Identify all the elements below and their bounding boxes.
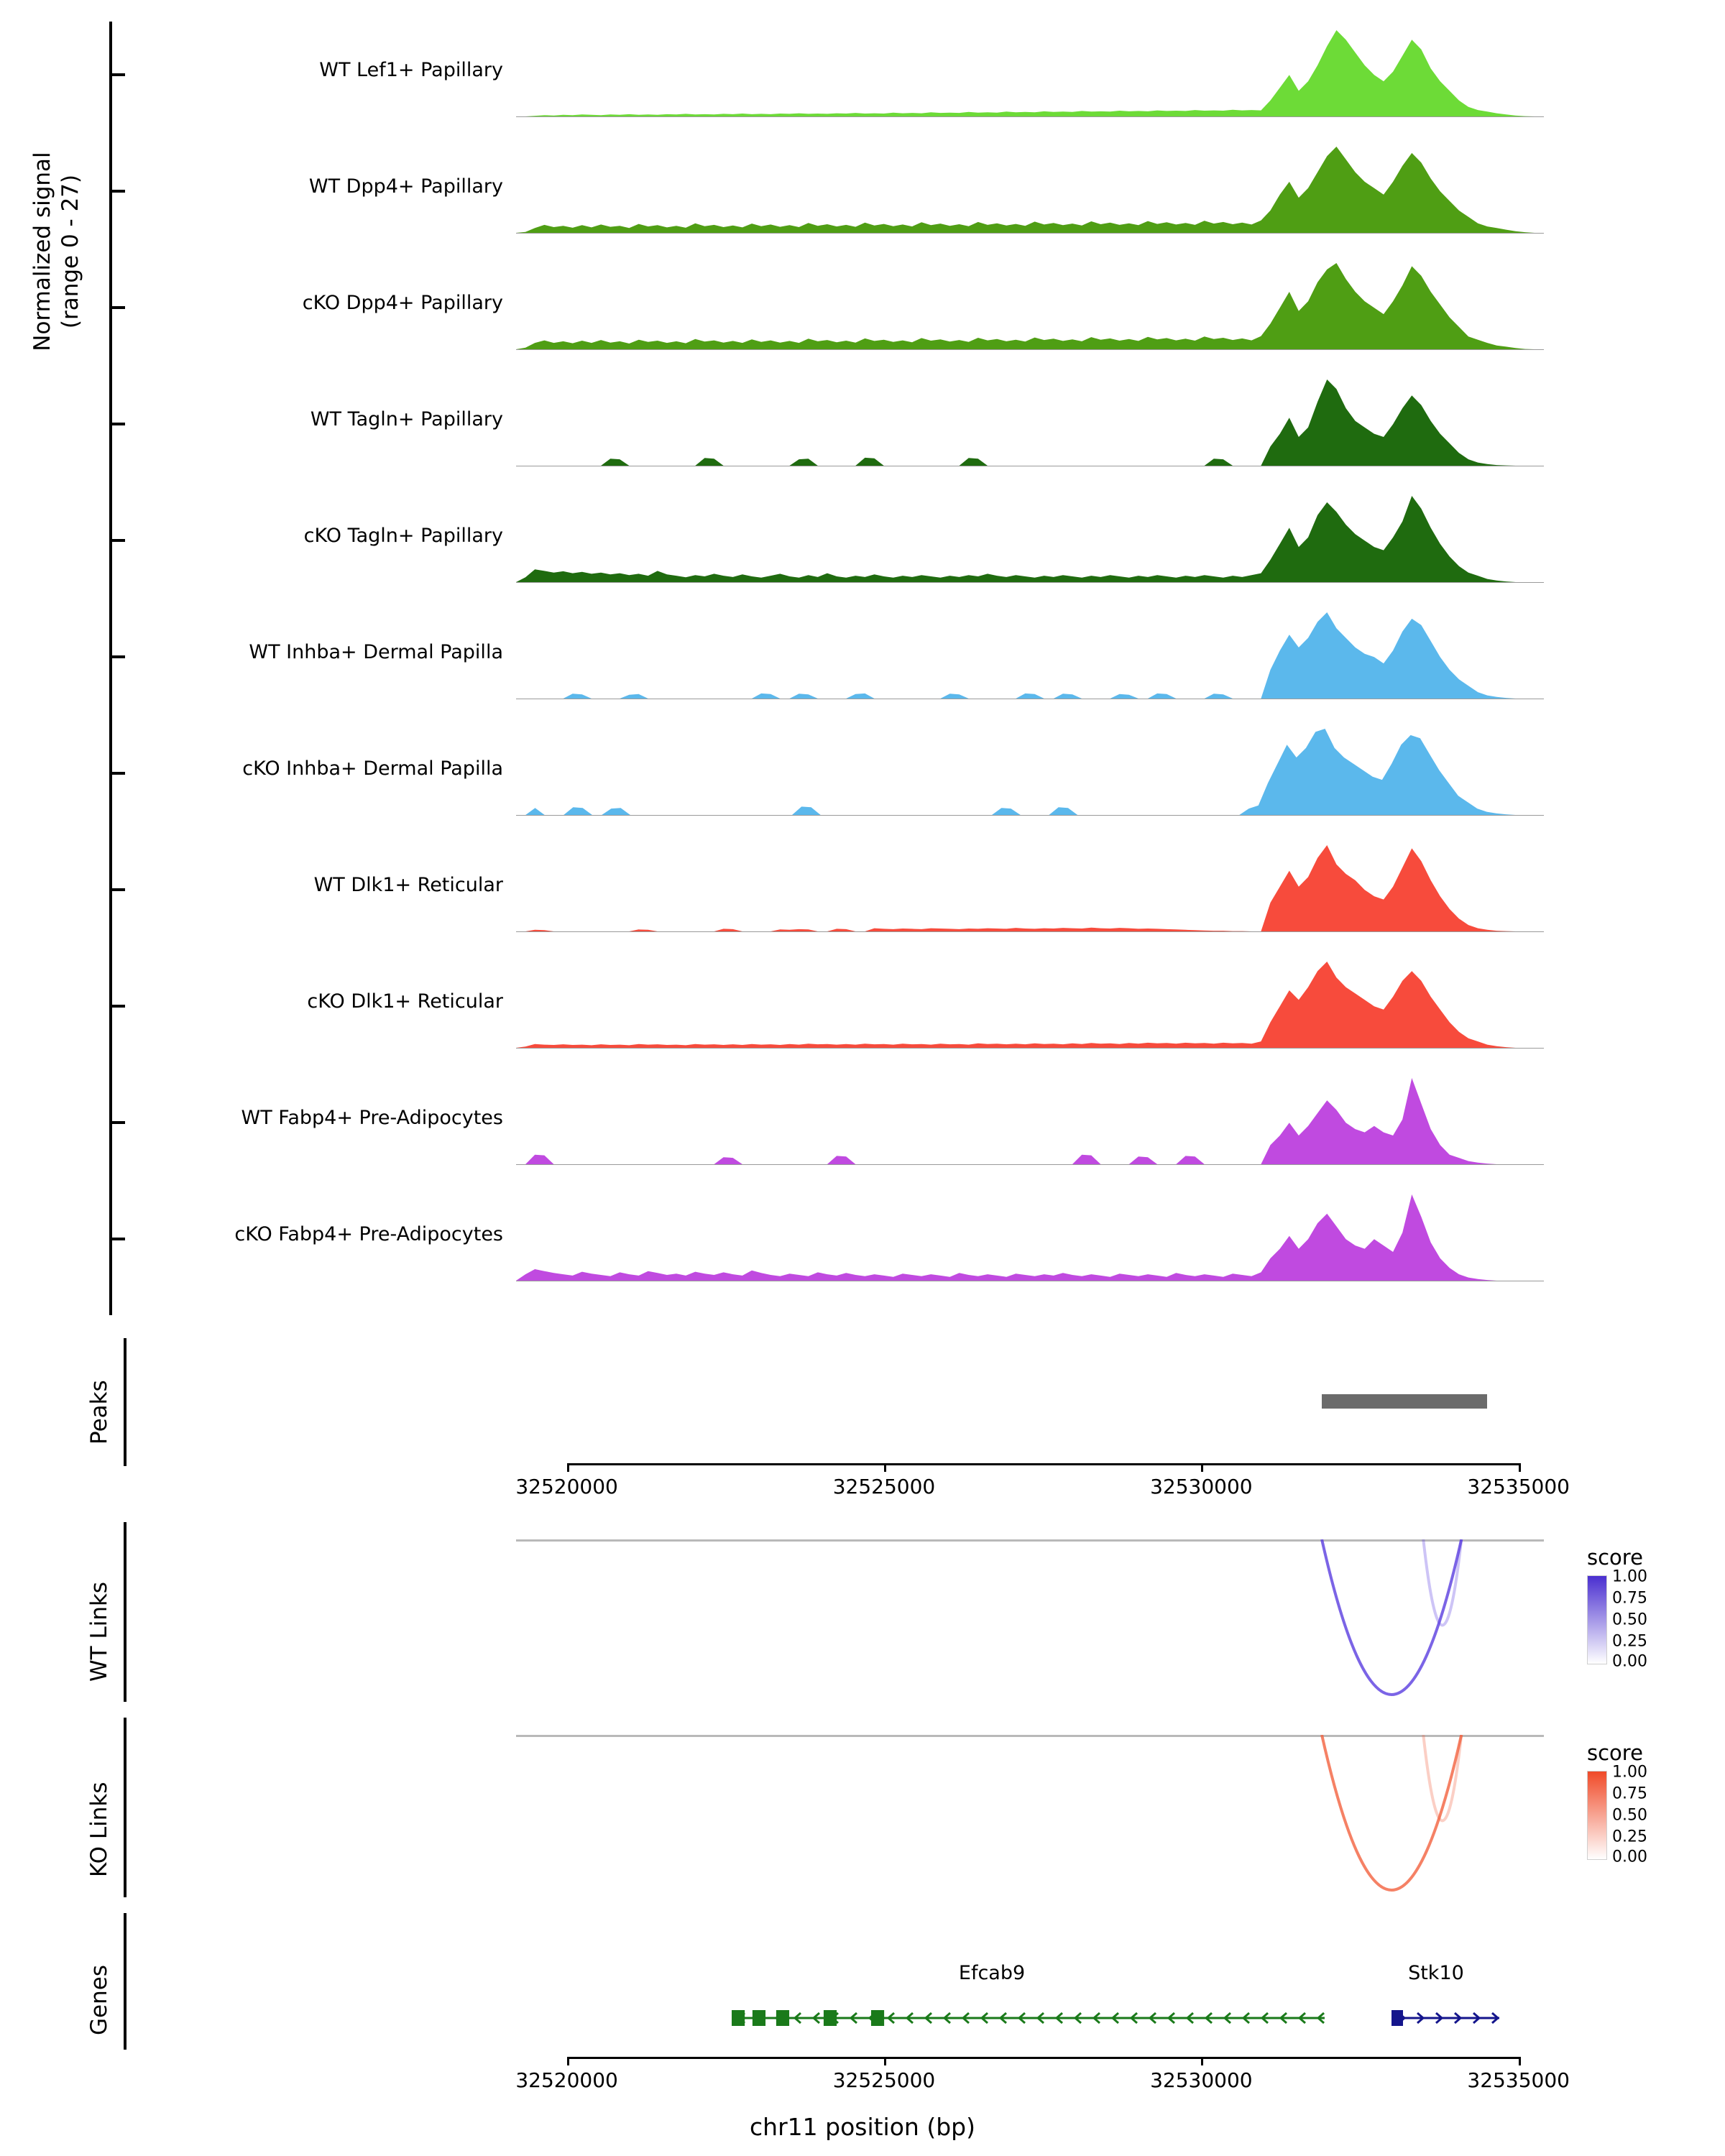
wt-links-axis-line	[124, 1522, 126, 1702]
track-label: WT Dpp4+ Papillary	[308, 175, 503, 198]
wt-legend-tick-2: 0.50	[1612, 1611, 1647, 1629]
signal-axis-tick	[109, 1005, 125, 1008]
x-axis-line	[567, 1463, 1519, 1465]
genes-axis-line	[124, 1913, 126, 2050]
peak-region	[1322, 1394, 1487, 1409]
x-axis-tick-label: 32520000	[515, 1475, 618, 1498]
wt-links-legend	[1587, 1545, 1677, 1671]
track-label: WT Inhba+ Dermal Papilla	[249, 641, 503, 663]
track-label: cKO Inhba+ Dermal Papilla	[242, 757, 503, 780]
x-axis-tick-label: 32525000	[832, 1475, 936, 1498]
signal-track-plot	[516, 379, 1544, 467]
signal-y-axis-label-line2: (range 0 - 27)	[57, 174, 83, 329]
signal-track-plot	[516, 962, 1544, 1049]
wt-links-legend-title: score	[1587, 1545, 1643, 1570]
wt-links-panel-label: WT Links	[86, 1581, 112, 1682]
x-axis-tick	[884, 1463, 886, 1472]
ko-links-panel-label: KO Links	[86, 1782, 112, 1877]
wt-links-plot	[516, 1539, 1544, 1702]
ko-legend-tick-4: 0.00	[1612, 1848, 1647, 1866]
gene-model	[732, 2004, 1325, 2032]
gene-model	[1392, 2004, 1499, 2032]
signal-track-plot	[516, 845, 1544, 933]
link-arc	[1322, 1735, 1461, 1890]
x-axis-tick-label: 32525000	[832, 2068, 936, 2092]
x-axis-tick	[1519, 2057, 1521, 2065]
signal-track-plot	[516, 263, 1544, 351]
track-label: WT Lef1+ Papillary	[319, 59, 503, 81]
x-axis-tick	[884, 2057, 886, 2065]
signal-axis-tick	[109, 655, 125, 658]
signal-axis-tick	[109, 190, 125, 193]
signal-track-plot	[516, 496, 1544, 584]
signal-track-plot	[516, 147, 1544, 234]
signal-axis-tick	[109, 772, 125, 775]
gene-name-label: Efcab9	[958, 1962, 1026, 1984]
ko-links-legend	[1587, 1741, 1677, 1866]
x-axis-tick	[1201, 2057, 1203, 2065]
signal-y-axis-label-line1: Normalized signal	[29, 152, 55, 351]
gene-name-label: Stk10	[1408, 1962, 1464, 1984]
wt-legend-tick-3: 0.25	[1612, 1632, 1647, 1651]
signal-track-plot	[516, 612, 1544, 700]
ko-legend-tick-0: 1.00	[1612, 1763, 1647, 1782]
signal-axis-tick	[109, 539, 125, 542]
x-axis-tick	[567, 2057, 569, 2065]
signal-axis-tick	[109, 423, 125, 425]
x-axis-tick-label: 32535000	[1467, 2068, 1570, 2092]
wt-links-legend-colorbar	[1587, 1575, 1607, 1664]
signal-axis-tick	[109, 1121, 125, 1124]
track-label: cKO Dpp4+ Papillary	[302, 292, 503, 314]
track-label: WT Fabp4+ Pre-Adipocytes	[241, 1107, 503, 1129]
x-axis-tick	[1519, 1463, 1521, 1472]
signal-axis-tick	[109, 73, 125, 76]
peaks-panel-label: Peaks	[86, 1380, 112, 1445]
track-label: cKO Tagln+ Papillary	[303, 525, 503, 547]
ko-links-legend-ticks	[1612, 1763, 1677, 1866]
signal-axis-tick	[109, 306, 125, 309]
track-label: WT Dlk1+ Reticular	[313, 874, 503, 896]
signal-y-axis-label	[29, 0, 85, 503]
x-axis-tick-label: 32530000	[1150, 1475, 1253, 1498]
wt-legend-tick-4: 0.00	[1612, 1652, 1647, 1671]
x-axis-line	[567, 2057, 1519, 2059]
ko-links-plot	[516, 1735, 1544, 1897]
link-arc	[1322, 1539, 1461, 1695]
x-axis-tick-label: 32535000	[1467, 1475, 1570, 1498]
signal-axis-tick	[109, 888, 125, 891]
x-axis-tick	[1201, 1463, 1203, 1472]
signal-track-plot	[516, 1078, 1544, 1166]
genes-panel-label: Genes	[86, 1965, 112, 2035]
signal-track-plot	[516, 30, 1544, 118]
signal-track-plot	[516, 729, 1544, 816]
signal-axis-tick	[109, 1238, 125, 1240]
wt-links-legend-ticks	[1612, 1567, 1677, 1671]
track-label: cKO Dlk1+ Reticular	[307, 990, 503, 1013]
ko-legend-tick-2: 0.50	[1612, 1806, 1647, 1825]
ko-legend-tick-3: 0.25	[1612, 1828, 1647, 1846]
x-axis-title: chr11 position (bp)	[750, 2113, 975, 2141]
track-label: cKO Fabp4+ Pre-Adipocytes	[234, 1223, 503, 1245]
signal-track-plot	[516, 1194, 1544, 1282]
x-axis-tick-label: 32520000	[515, 2068, 618, 2092]
ko-links-axis-line	[124, 1718, 126, 1897]
wt-legend-tick-0: 1.00	[1612, 1567, 1647, 1586]
ko-links-legend-colorbar	[1587, 1771, 1607, 1860]
wt-legend-tick-1: 0.75	[1612, 1589, 1647, 1608]
ko-links-legend-title: score	[1587, 1741, 1643, 1765]
track-label: WT Tagln+ Papillary	[310, 408, 503, 430]
x-axis-tick	[567, 1463, 569, 1472]
ko-legend-tick-1: 0.75	[1612, 1784, 1647, 1803]
peaks-axis-line	[124, 1338, 126, 1466]
x-axis-tick-label: 32530000	[1150, 2068, 1253, 2092]
